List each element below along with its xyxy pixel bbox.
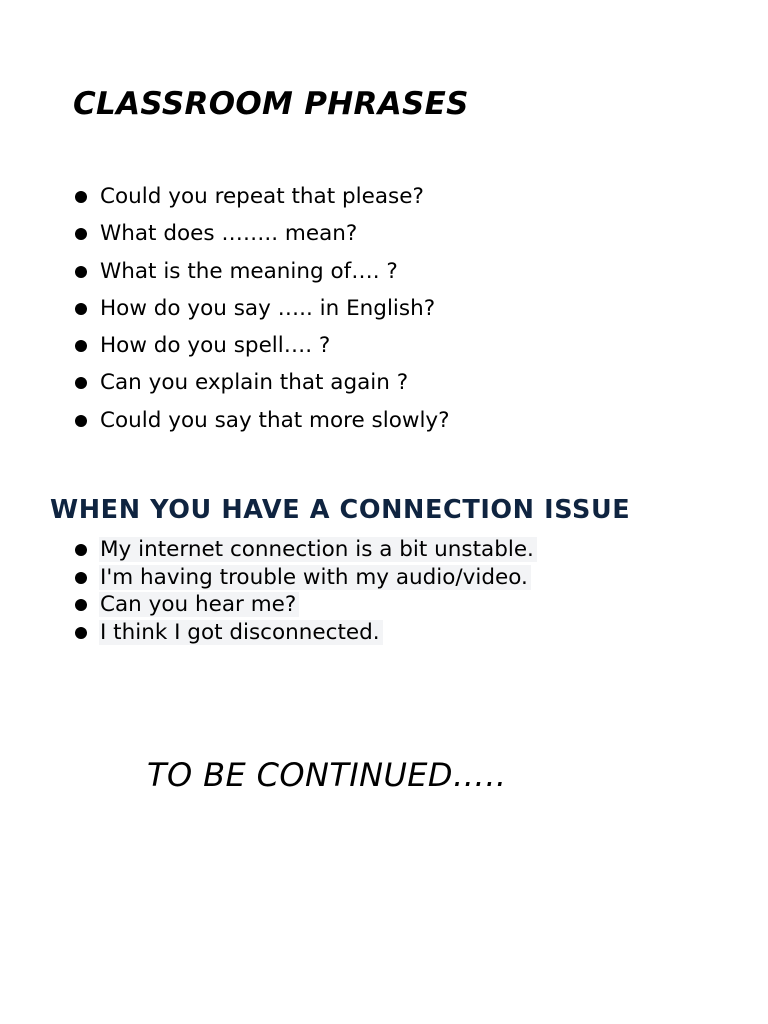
bullet-icon	[75, 266, 87, 278]
bullet-icon	[75, 303, 87, 315]
phrase-text: Can you explain that again ?	[100, 370, 409, 396]
connection-issue-heading: WHEN YOU HAVE A CONNECTION ISSUE	[50, 495, 631, 525]
list-item	[0, 327, 450, 364]
bullet-icon	[75, 572, 87, 584]
phrase-text: What does …….. mean?	[100, 221, 358, 247]
bullet-icon	[75, 340, 87, 352]
list-item	[0, 402, 450, 439]
list-item	[0, 178, 450, 215]
list-item	[0, 290, 450, 327]
phrase-text: Could you say that more slowly?	[100, 407, 450, 433]
phrase-text: How do you spell…. ?	[100, 333, 331, 359]
phrase-text: How do you say ….. in English?	[100, 295, 436, 321]
bullet-icon	[75, 544, 87, 556]
page-title: CLASSROOM PHRASES	[73, 86, 469, 122]
list-item	[0, 591, 537, 619]
phrase-text: My internet connection is a bit unstable.	[99, 537, 537, 562]
list-item	[0, 215, 450, 252]
bullet-icon	[75, 228, 87, 240]
bullet-icon	[75, 377, 87, 389]
classroom-phrase-list	[0, 178, 450, 439]
phrase-text: What is the meaning of…. ?	[100, 258, 398, 284]
list-item	[0, 364, 450, 401]
connection-phrase-list	[0, 536, 537, 647]
phrase-text: I think I got disconnected.	[99, 620, 383, 645]
phrase-text: Can you hear me?	[99, 592, 299, 617]
list-item	[0, 536, 537, 564]
phrase-text: I'm having trouble with my audio/video.	[99, 565, 531, 590]
bullet-icon	[75, 627, 87, 639]
bullet-icon	[75, 599, 87, 611]
to-be-continued-note: TO BE CONTINUED…..	[147, 756, 507, 794]
bullet-icon	[75, 191, 87, 203]
list-item	[0, 619, 537, 647]
bullet-icon	[75, 415, 87, 427]
list-item	[0, 564, 537, 592]
phrase-text: Could you repeat that please?	[100, 184, 424, 209]
list-item	[0, 253, 450, 290]
